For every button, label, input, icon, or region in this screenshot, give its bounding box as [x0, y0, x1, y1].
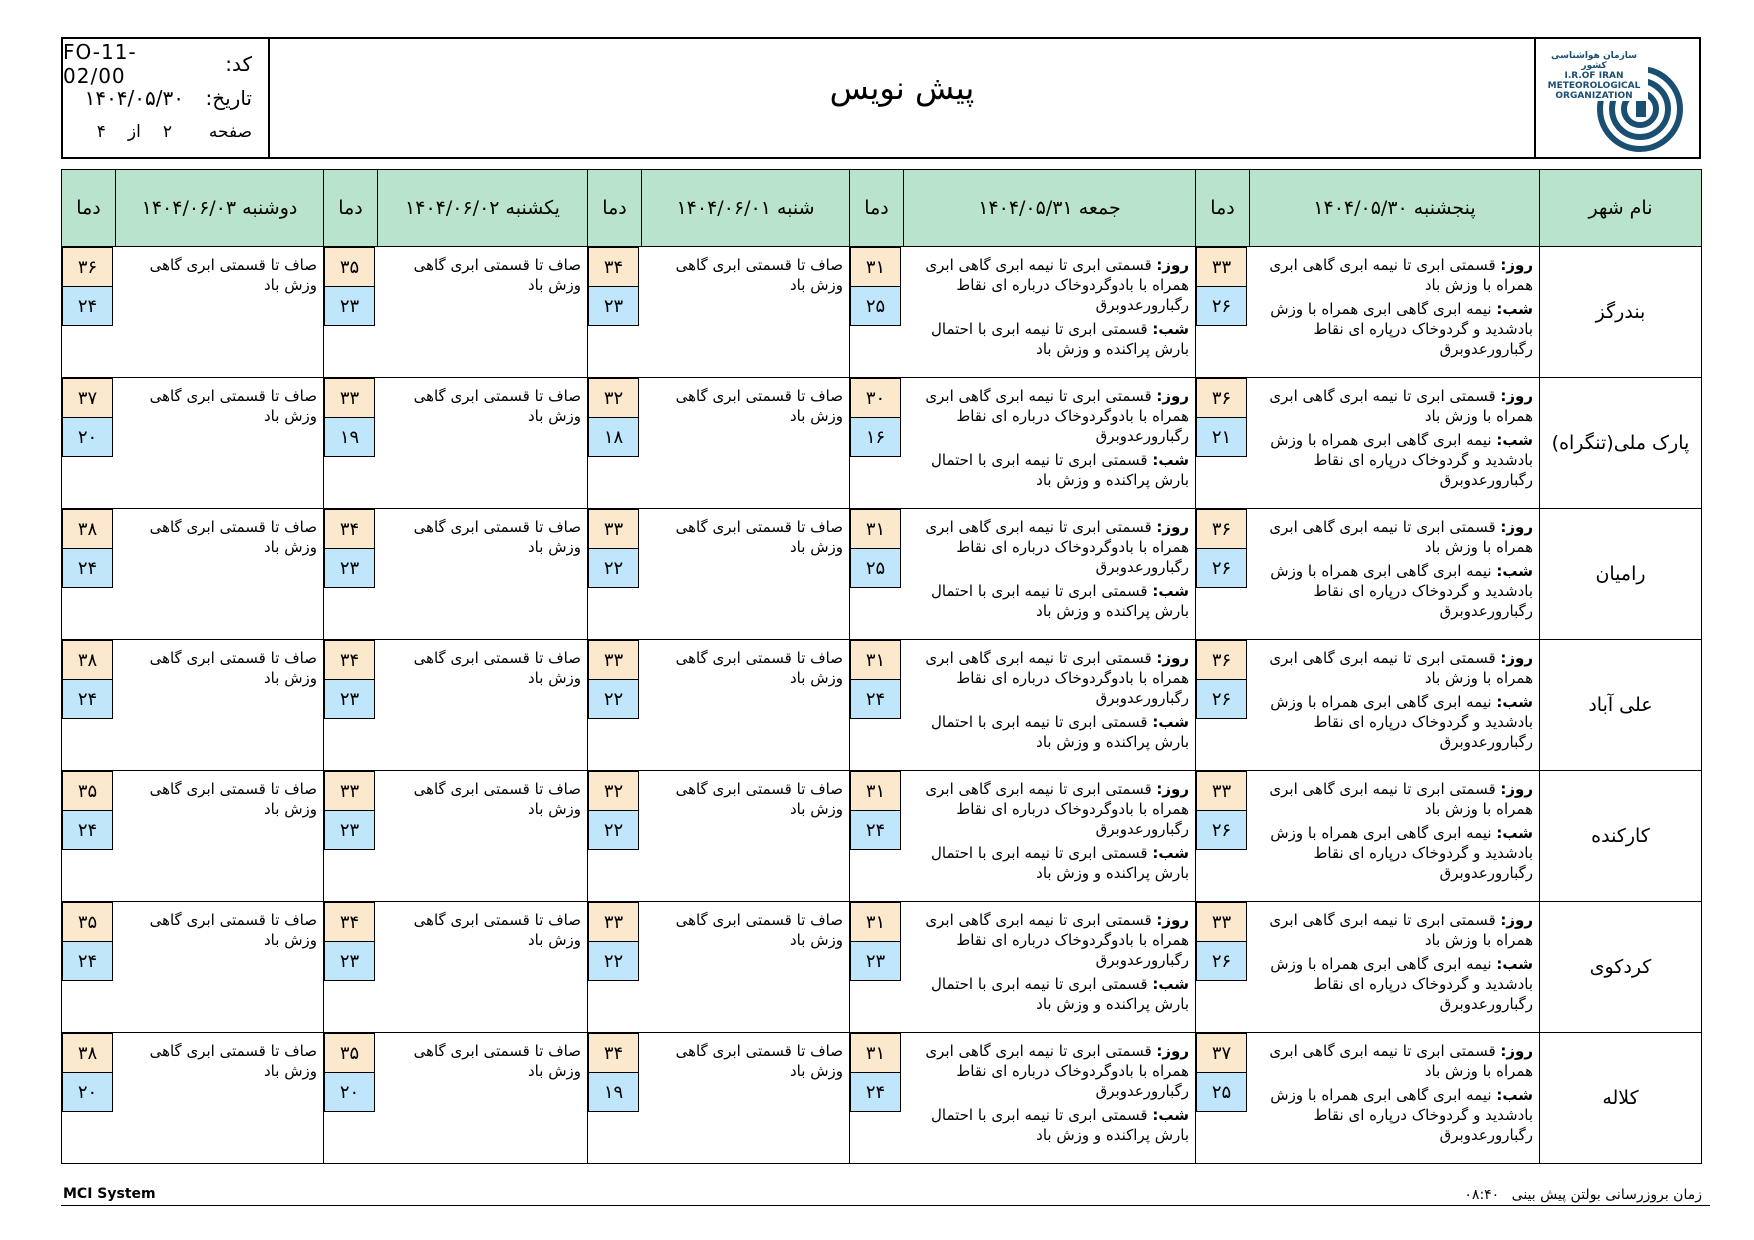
city-name: کارکنده [1540, 771, 1702, 902]
table-header-row [62, 170, 1702, 247]
min-temp: ۲۳ [324, 941, 375, 981]
min-temp: ۲۳ [324, 286, 375, 326]
max-temp: ۳۱ [850, 1033, 901, 1073]
max-temp: ۳۳ [1196, 771, 1247, 811]
temperature-cell [588, 640, 642, 771]
day-label: روز: [1500, 256, 1533, 274]
temperature-cell [324, 247, 378, 378]
temperature-cell [324, 378, 378, 509]
day-forecast [1254, 255, 1534, 295]
forecast-description: صاف تا قسمتی ابری گاهی وزش باد [116, 771, 324, 902]
night-text: نیمه ابری گاهی ابری همراه با وزش بادشدید و گردوخاک درپاره ای نقاط رگبارورعدوبرق [1270, 824, 1533, 882]
forecast-description [1250, 771, 1540, 902]
night-text: قسمتی ابری تا نیمه ابری با احتمال بارش پراکنده و وزش باد [930, 713, 1189, 751]
temperature-cell [588, 378, 642, 509]
forecast-description: صاف تا قسمتی ابری گاهی وزش باد [378, 640, 588, 771]
day-label: روز: [1156, 649, 1189, 667]
min-temp: ۲۵ [1196, 1072, 1247, 1112]
table-row [62, 902, 1702, 1033]
temperature-cell [62, 378, 116, 509]
forecast-description: صاف تا قسمتی ابری گاهی وزش باد [642, 1033, 850, 1164]
temperature-cell [588, 771, 642, 902]
forecast-description [1250, 509, 1540, 640]
day-label: روز: [1156, 256, 1189, 274]
day-text: قسمتی ابری تا نیمه ابری گاهی ابری همراه با وزش باد [1269, 1042, 1533, 1080]
temperature-cell [850, 640, 904, 771]
temperature-cell [62, 509, 116, 640]
max-temp: ۳۰ [850, 378, 901, 418]
system-name: MCI System [63, 1186, 156, 1202]
min-temp: ۲۲ [588, 548, 639, 588]
day-forecast [1254, 517, 1534, 557]
logo-text-en-2: METEOROLOGICAL [1547, 81, 1641, 91]
city-name: رامیان [1540, 509, 1702, 640]
forecast-description: صاف تا قسمتی ابری گاهی وزش باد [116, 1033, 324, 1164]
max-temp: ۳۷ [62, 378, 113, 418]
max-temp: ۳۸ [62, 640, 113, 680]
max-temp: ۳۳ [1196, 902, 1247, 942]
min-temp: ۲۶ [1196, 679, 1247, 719]
night-label: شب: [1496, 431, 1533, 449]
logo-text-en-3: ORGANIZATION [1555, 91, 1633, 101]
night-forecast [1254, 1085, 1534, 1145]
temperature-cell [324, 771, 378, 902]
forecast-description: صاف تا قسمتی ابری گاهی وزش باد [378, 771, 588, 902]
min-temp: ۲۲ [588, 810, 639, 850]
forecast-description [904, 1033, 1196, 1164]
max-temp: ۳۸ [62, 1033, 113, 1073]
day-label: روز: [1156, 387, 1189, 405]
city-column-header: نام شهر [1540, 170, 1702, 247]
page-label: صفحه [208, 122, 252, 142]
day-text: قسمتی ابری تا نیمه ابری گاهی ابری همراه با بادوگردوخاک درباره ای نقاط رگبارورعدوبرق [925, 911, 1189, 969]
forecast-description: صاف تا قسمتی ابری گاهی وزش باد [116, 902, 324, 1033]
day-forecast [1254, 1041, 1534, 1081]
temperature-cell [324, 640, 378, 771]
day-text: قسمتی ابری تا نیمه ابری گاهی ابری همراه با وزش باد [1269, 649, 1533, 687]
min-temp: ۲۴ [62, 810, 113, 850]
max-temp: ۳۳ [1196, 247, 1247, 287]
min-temp: ۱۹ [588, 1072, 639, 1112]
day-forecast [1254, 779, 1534, 819]
night-text: قسمتی ابری تا نیمه ابری با احتمال بارش پراکنده و وزش باد [930, 320, 1189, 358]
min-temp: ۲۴ [62, 286, 113, 326]
night-text: نیمه ابری گاهی ابری همراه با وزش بادشدید و گردوخاک درپاره ای نقاط رگبارورعدوبرق [1270, 693, 1533, 751]
temperature-cell [62, 771, 116, 902]
max-temp: ۳۴ [324, 902, 375, 942]
max-temp: ۳۴ [324, 640, 375, 680]
night-label: شب: [1152, 975, 1189, 993]
min-temp: ۲۴ [850, 1072, 901, 1112]
forecast-description [1250, 1033, 1540, 1164]
document-header [61, 37, 1701, 159]
max-temp: ۳۱ [850, 640, 901, 680]
min-temp: ۱۹ [324, 417, 375, 457]
night-label: شب: [1152, 1106, 1189, 1124]
night-forecast [1254, 692, 1534, 752]
day-text: قسمتی ابری تا نیمه ابری گاهی ابری همراه با بادوگردوخاک درباره ای نقاط رگبارورعدوبرق [925, 387, 1189, 445]
forecast-description [904, 509, 1196, 640]
night-forecast [908, 843, 1190, 883]
day-label: روز: [1500, 518, 1533, 536]
max-temp: ۳۱ [850, 771, 901, 811]
forecast-description [904, 378, 1196, 509]
day-column-header: شنبه ۱۴۰۴/۰۶/۰۱ [642, 170, 850, 247]
temperature-cell [588, 509, 642, 640]
max-temp: ۳۶ [1196, 509, 1247, 549]
temperature-cell [850, 509, 904, 640]
max-temp: ۳۸ [62, 509, 113, 549]
night-text: نیمه ابری گاهی ابری همراه با وزش بادشدید و گردوخاک درپاره ای نقاط رگبارورعدوبرق [1270, 431, 1533, 489]
min-temp: ۲۶ [1196, 941, 1247, 981]
day-forecast [908, 648, 1190, 708]
min-temp: ۲۲ [588, 941, 639, 981]
forecast-description [1250, 640, 1540, 771]
forecast-description: صاف تا قسمتی ابری گاهی وزش باد [378, 378, 588, 509]
temperature-cell [850, 1033, 904, 1164]
forecast-description: صاف تا قسمتی ابری گاهی وزش باد [378, 509, 588, 640]
footer-divider [61, 1205, 1710, 1206]
night-text: قسمتی ابری تا نیمه ابری با احتمال بارش پراکنده و وزش باد [930, 1106, 1189, 1144]
night-label: شب: [1152, 582, 1189, 600]
night-label: شب: [1496, 300, 1533, 318]
day-label: روز: [1500, 1042, 1533, 1060]
night-label: شب: [1496, 824, 1533, 842]
night-forecast [908, 450, 1190, 490]
temp-column-header: دما [1196, 170, 1250, 247]
night-text: قسمتی ابری تا نیمه ابری با احتمال بارش پراکنده و وزش باد [930, 451, 1189, 489]
temperature-cell [850, 378, 904, 509]
night-text: قسمتی ابری تا نیمه ابری با احتمال بارش پراکنده و وزش باد [930, 582, 1189, 620]
day-label: روز: [1500, 911, 1533, 929]
max-temp: ۳۳ [588, 902, 639, 942]
max-temp: ۳۱ [850, 902, 901, 942]
day-text: قسمتی ابری تا نیمه ابری گاهی ابری همراه با بادوگردوخاک درباره ای نقاط رگبارورعدوبرق [925, 518, 1189, 576]
day-text: قسمتی ابری تا نیمه ابری گاهی ابری همراه با بادوگردوخاک درباره ای نقاط رگبارورعدوبرق [925, 649, 1189, 707]
temperature-cell [588, 247, 642, 378]
forecast-description [904, 771, 1196, 902]
code-value: FO-11-02/00 [63, 40, 137, 88]
night-label: شب: [1152, 713, 1189, 731]
min-temp: ۲۰ [62, 1072, 113, 1112]
table-row [62, 1033, 1702, 1164]
temperature-cell [62, 640, 116, 771]
page-title: پیش نویس [829, 69, 975, 107]
forecast-description: صاف تا قسمتی ابری گاهی وزش باد [378, 1033, 588, 1164]
day-forecast [908, 517, 1190, 577]
min-temp: ۲۶ [1196, 286, 1247, 326]
day-forecast [1254, 910, 1534, 950]
day-text: قسمتی ابری تا نیمه ابری گاهی ابری همراه با وزش باد [1269, 911, 1533, 949]
forecast-description: صاف تا قسمتی ابری گاهی وزش باد [642, 771, 850, 902]
day-label: روز: [1500, 387, 1533, 405]
min-temp: ۲۰ [62, 417, 113, 457]
night-label: شب: [1496, 1086, 1533, 1104]
forecast-description: صاف تا قسمتی ابری گاهی وزش باد [642, 640, 850, 771]
temperature-cell [62, 247, 116, 378]
date-label: تاریخ: [205, 86, 252, 110]
forecast-body [62, 247, 1702, 1164]
max-temp: ۳۳ [324, 771, 375, 811]
city-name: علی آباد [1540, 640, 1702, 771]
day-label: روز: [1156, 1042, 1189, 1060]
night-text: قسمتی ابری تا نیمه ابری با احتمال بارش پراکنده و وزش باد [930, 975, 1189, 1013]
forecast-description [904, 902, 1196, 1033]
date-value: ۱۴۰۴/۰۵/۳۰ [84, 86, 184, 110]
night-label: شب: [1496, 955, 1533, 973]
night-forecast [908, 319, 1190, 359]
forecast-description: صاف تا قسمتی ابری گاهی وزش باد [116, 509, 324, 640]
day-forecast [1254, 648, 1534, 688]
forecast-description: صاف تا قسمتی ابری گاهی وزش باد [378, 902, 588, 1033]
max-temp: ۳۴ [588, 1033, 639, 1073]
temperature-cell [1196, 509, 1250, 640]
update-time: ۰۸:۴۰ [1464, 1187, 1500, 1203]
min-temp: ۲۵ [850, 286, 901, 326]
forecast-description: صاف تا قسمتی ابری گاهی وزش باد [116, 640, 324, 771]
night-label: شب: [1496, 693, 1533, 711]
table-row [62, 509, 1702, 640]
night-forecast [908, 1105, 1190, 1145]
max-temp: ۳۵ [324, 1033, 375, 1073]
temp-column-header: دما [850, 170, 904, 247]
night-label: شب: [1496, 562, 1533, 580]
day-forecast [908, 1041, 1190, 1101]
max-temp: ۳۷ [1196, 1033, 1247, 1073]
min-temp: ۲۳ [324, 548, 375, 588]
day-forecast [908, 779, 1190, 839]
page-total: ۴ [96, 122, 106, 142]
table-row [62, 378, 1702, 509]
forecast-description: صاف تا قسمتی ابری گاهی وزش باد [642, 247, 850, 378]
temperature-cell [1196, 378, 1250, 509]
forecast-description: صاف تا قسمتی ابری گاهی وزش باد [378, 247, 588, 378]
page-of: از [127, 122, 141, 142]
night-forecast [1254, 954, 1534, 1014]
max-temp: ۳۲ [588, 378, 639, 418]
table-row [62, 771, 1702, 902]
day-column-header: جمعه ۱۴۰۴/۰۵/۳۱ [904, 170, 1196, 247]
night-label: شب: [1152, 451, 1189, 469]
max-temp: ۳۳ [588, 509, 639, 549]
temperature-cell [324, 509, 378, 640]
day-text: قسمتی ابری تا نیمه ابری گاهی ابری همراه با وزش باد [1269, 780, 1533, 818]
max-temp: ۳۲ [588, 771, 639, 811]
min-temp: ۲۴ [62, 548, 113, 588]
day-text: قسمتی ابری تا نیمه ابری گاهی ابری همراه با وزش باد [1269, 518, 1533, 556]
night-forecast [908, 712, 1190, 752]
page-row [63, 115, 268, 149]
document-meta [63, 39, 270, 157]
max-temp: ۳۵ [62, 771, 113, 811]
update-label: زمان بروزرسانی بولتن پیش بینی [1511, 1187, 1702, 1203]
logo-text-en-1: I.R.OF IRAN [1564, 71, 1624, 81]
code-row [63, 40, 268, 88]
city-name: کلاله [1540, 1033, 1702, 1164]
min-temp: ۲۰ [324, 1072, 375, 1112]
day-column-header: دوشنبه ۱۴۰۴/۰۶/۰۳ [116, 170, 324, 247]
day-label: روز: [1156, 518, 1189, 536]
forecast-description: صاف تا قسمتی ابری گاهی وزش باد [642, 509, 850, 640]
max-temp: ۳۳ [324, 378, 375, 418]
page-number: ۲ [162, 122, 172, 142]
max-temp: ۳۶ [1196, 378, 1247, 418]
date-row [63, 81, 268, 115]
night-text: نیمه ابری گاهی ابری همراه با وزش بادشدید و گردوخاک درپاره ای نقاط رگبارورعدوبرق [1270, 1086, 1533, 1144]
logo-text-fa: سازمان هواشناسی کشور [1550, 51, 1637, 71]
temperature-cell [324, 902, 378, 1033]
forecast-description: صاف تا قسمتی ابری گاهی وزش باد [642, 378, 850, 509]
day-forecast [908, 386, 1190, 446]
day-forecast [1254, 386, 1534, 426]
forecast-description: صاف تا قسمتی ابری گاهی وزش باد [116, 378, 324, 509]
night-label: شب: [1152, 844, 1189, 862]
forecast-description [1250, 902, 1540, 1033]
night-forecast [1254, 430, 1534, 490]
temp-column-header: دما [324, 170, 378, 247]
temperature-cell [324, 1033, 378, 1164]
min-temp: ۱۸ [588, 417, 639, 457]
day-column-header: یکشنبه ۱۴۰۴/۰۶/۰۲ [378, 170, 588, 247]
temperature-cell [1196, 771, 1250, 902]
day-label: روز: [1156, 911, 1189, 929]
forecast-description [1250, 378, 1540, 509]
max-temp: ۳۴ [588, 247, 639, 287]
min-temp: ۲۳ [588, 286, 639, 326]
city-name: پارک ملی(تنگراه) [1540, 378, 1702, 509]
max-temp: ۳۵ [324, 247, 375, 287]
max-temp: ۳۵ [62, 902, 113, 942]
min-temp: ۱۶ [850, 417, 901, 457]
max-temp: ۳۶ [62, 247, 113, 287]
temperature-cell [1196, 902, 1250, 1033]
temperature-cell [588, 1033, 642, 1164]
forecast-description [904, 640, 1196, 771]
day-label: روز: [1500, 780, 1533, 798]
temperature-cell [1196, 1033, 1250, 1164]
temperature-cell [1196, 640, 1250, 771]
temp-column-header: دما [62, 170, 116, 247]
day-label: روز: [1156, 780, 1189, 798]
night-text: قسمتی ابری تا نیمه ابری با احتمال بارش پراکنده و وزش باد [930, 844, 1189, 882]
city-name: کردکوی [1540, 902, 1702, 1033]
min-temp: ۲۴ [850, 679, 901, 719]
min-temp: ۲۴ [850, 810, 901, 850]
temperature-cell [1196, 247, 1250, 378]
forecast-description: صاف تا قسمتی ابری گاهی وزش باد [116, 247, 324, 378]
night-text: نیمه ابری گاهی ابری همراه با وزش بادشدید و گردوخاک درپاره ای نقاط رگبارورعدوبرق [1270, 300, 1533, 358]
max-temp: ۳۱ [850, 247, 901, 287]
day-text: قسمتی ابری تا نیمه ابری گاهی ابری همراه با وزش باد [1269, 387, 1533, 425]
temperature-cell [62, 1033, 116, 1164]
min-temp: ۲۵ [850, 548, 901, 588]
forecast-description [904, 247, 1196, 378]
day-forecast [908, 910, 1190, 970]
night-forecast [908, 974, 1190, 1014]
max-temp: ۳۳ [588, 640, 639, 680]
code-label: کد: [225, 52, 252, 76]
max-temp: ۳۱ [850, 509, 901, 549]
day-text: قسمتی ابری تا نیمه ابری گاهی ابری همراه با بادوگردوخاک درباره ای نقاط رگبارورعدوبرق [925, 780, 1189, 838]
night-text: نیمه ابری گاهی ابری همراه با وزش بادشدید و گردوخاک درپاره ای نقاط رگبارورعدوبرق [1270, 955, 1533, 1013]
night-text: نیمه ابری گاهی ابری همراه با وزش بادشدید و گردوخاک درپاره ای نقاط رگبارورعدوبرق [1270, 562, 1533, 620]
forecast-table [61, 169, 1702, 1164]
max-temp: ۳۶ [1196, 640, 1247, 680]
min-temp: ۲۳ [850, 941, 901, 981]
min-temp: ۲۲ [588, 679, 639, 719]
min-temp: ۲۴ [62, 941, 113, 981]
update-info [1464, 1187, 1710, 1203]
forecast-description: صاف تا قسمتی ابری گاهی وزش باد [642, 902, 850, 1033]
min-temp: ۲۱ [1196, 417, 1247, 457]
day-label: روز: [1500, 649, 1533, 667]
forecast-description [1250, 247, 1540, 378]
min-temp: ۲۶ [1196, 548, 1247, 588]
temperature-cell [850, 902, 904, 1033]
day-column-header: پنجشنبه ۱۴۰۴/۰۵/۳۰ [1250, 170, 1540, 247]
logo-caption [1544, 51, 1644, 101]
temperature-cell [850, 247, 904, 378]
night-forecast [1254, 823, 1534, 883]
max-temp: ۳۴ [324, 509, 375, 549]
temperature-cell [588, 902, 642, 1033]
night-label: شب: [1152, 320, 1189, 338]
temp-column-header: دما [588, 170, 642, 247]
min-temp: ۲۶ [1196, 810, 1247, 850]
day-text: قسمتی ابری تا نیمه ابری گاهی ابری همراه با بادوگردوخاک درباره ای نقاط رگبارورعدوبرق [925, 1042, 1189, 1100]
table-row [62, 640, 1702, 771]
day-text: قسمتی ابری تا نیمه ابری گاهی ابری همراه با بادوگردوخاک درباره ای نقاط رگبارورعدوبرق [925, 256, 1189, 314]
org-logo [1534, 39, 1699, 157]
city-name: بندرگز [1540, 247, 1702, 378]
night-forecast [1254, 561, 1534, 621]
min-temp: ۲۳ [324, 810, 375, 850]
day-forecast [908, 255, 1190, 315]
temperature-cell [850, 771, 904, 902]
temperature-cell [62, 902, 116, 1033]
table-row [62, 247, 1702, 378]
night-forecast [1254, 299, 1534, 359]
night-forecast [908, 581, 1190, 621]
min-temp: ۲۴ [62, 679, 113, 719]
day-text: قسمتی ابری تا نیمه ابری گاهی ابری همراه با وزش باد [1269, 256, 1533, 294]
min-temp: ۲۳ [324, 679, 375, 719]
